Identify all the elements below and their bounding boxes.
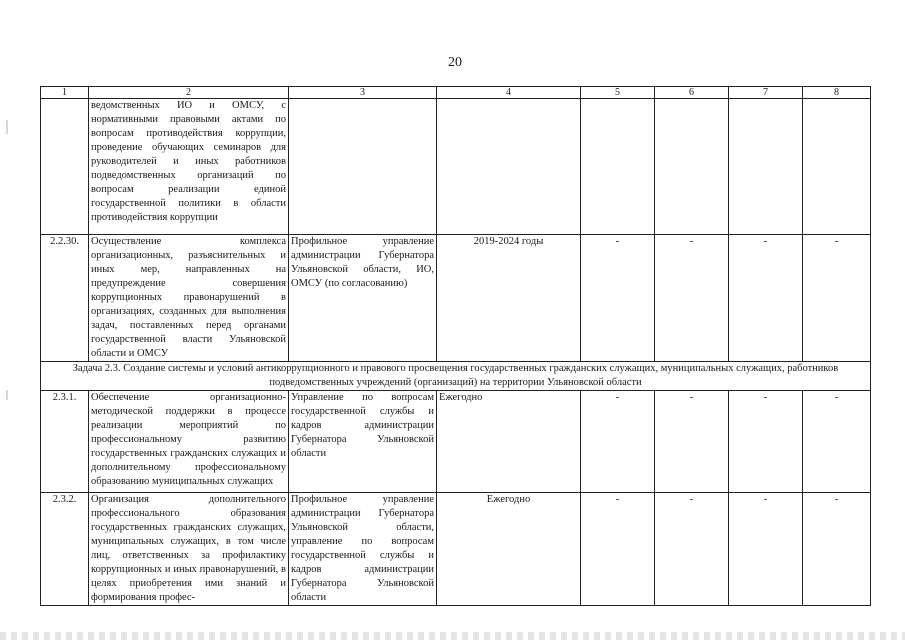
- row-number: 2.2.30.: [41, 235, 89, 362]
- funding-cell: [655, 99, 729, 235]
- term-text: Ежегодно: [437, 391, 581, 493]
- scan-mark: [6, 390, 8, 400]
- term-text: Ежегодно: [437, 493, 581, 606]
- funding-cell: -: [655, 391, 729, 493]
- funding-cell: [581, 99, 655, 235]
- executor-text: Управление по вопросам государственной службы и кадров администрации Губернатора Ульяновской области: [289, 391, 437, 493]
- term-text: 2019-2024 годы: [437, 235, 581, 362]
- funding-cell: -: [729, 493, 803, 606]
- funding-cell: -: [655, 493, 729, 606]
- term-text: [437, 99, 581, 235]
- table-row: [41, 99, 871, 235]
- funding-cell: -: [729, 391, 803, 493]
- table-row: [41, 391, 871, 493]
- funding-cell: -: [581, 391, 655, 493]
- funding-cell: [803, 99, 871, 235]
- row-number: 2.3.2.: [41, 493, 89, 606]
- funding-cell: [729, 99, 803, 235]
- page-number: 20: [448, 55, 462, 70]
- funding-cell: -: [581, 235, 655, 362]
- scan-edge: [0, 632, 905, 640]
- task-heading: Задача 2.3. Создание системы и условий антикоррупционного и правового просвещения государственных гражданских служащих, муниципальных служащих, работников подведомственных учреждений (организаций) на территории Ульяновской области: [41, 362, 871, 391]
- measure-text: Осуществление комплекса организационных, разъяснительных и иных мер, направленных на предупреждение совершения коррупционных правонарушений в организациях, созданных для выполнения задач, поставленных перед органами государственной власти Ульяновской области и ОМСУ: [89, 235, 289, 362]
- header-cell: 4: [437, 87, 581, 99]
- header-cell: 7: [729, 87, 803, 99]
- header-cell: 1: [41, 87, 89, 99]
- funding-cell: -: [803, 391, 871, 493]
- task-row: [41, 362, 871, 391]
- measure-text: ведомственных ИО и ОМСУ, с нормативными правовыми актами по вопросам противодействия коррупции, проведение обучающих семинаров для руководителей и иных работников подведомственных организаций по вопросам реализации единой государственной политики в области противодействия коррупции: [89, 99, 289, 235]
- row-number: [41, 99, 89, 235]
- header-cell: 5: [581, 87, 655, 99]
- executor-text: Профильное управление администрации Губернатора Ульяновской области, управление по вопросам государственной службы и кадров администрации Губернатора Ульяновской области: [289, 493, 437, 606]
- funding-cell: -: [655, 235, 729, 362]
- header-cell: 8: [803, 87, 871, 99]
- funding-cell: -: [581, 493, 655, 606]
- header-cell: 3: [289, 87, 437, 99]
- measures-table: [40, 86, 871, 606]
- measure-text: Обеспечение организационно-методической поддержки в процессе реализации мероприятий по профессиональному развитию государственных гражданских служащих и дополнительному профессиональному образованию муниципальных служащих: [89, 391, 289, 493]
- funding-cell: -: [803, 493, 871, 606]
- header-row: [41, 87, 871, 99]
- executor-text: Профильное управление администрации Губернатора Ульяновской области, ИО, ОМСУ (по согласованию): [289, 235, 437, 362]
- scan-mark: [6, 120, 8, 134]
- table-row: [41, 235, 871, 362]
- header-cell: 2: [89, 87, 289, 99]
- header-cell: 6: [655, 87, 729, 99]
- row-number: 2.3.1.: [41, 391, 89, 493]
- funding-cell: -: [729, 235, 803, 362]
- executor-text: [289, 99, 437, 235]
- measure-text: Организация дополнительного профессионального образования государственных гражданских служащих, муниципальных служащих, в том числе лиц, ответственных за профилактику коррупционных и иных правонарушений, в целях приобретения ими знаний и формирования профес-: [89, 493, 289, 606]
- funding-cell: -: [803, 235, 871, 362]
- table-row: [41, 493, 871, 606]
